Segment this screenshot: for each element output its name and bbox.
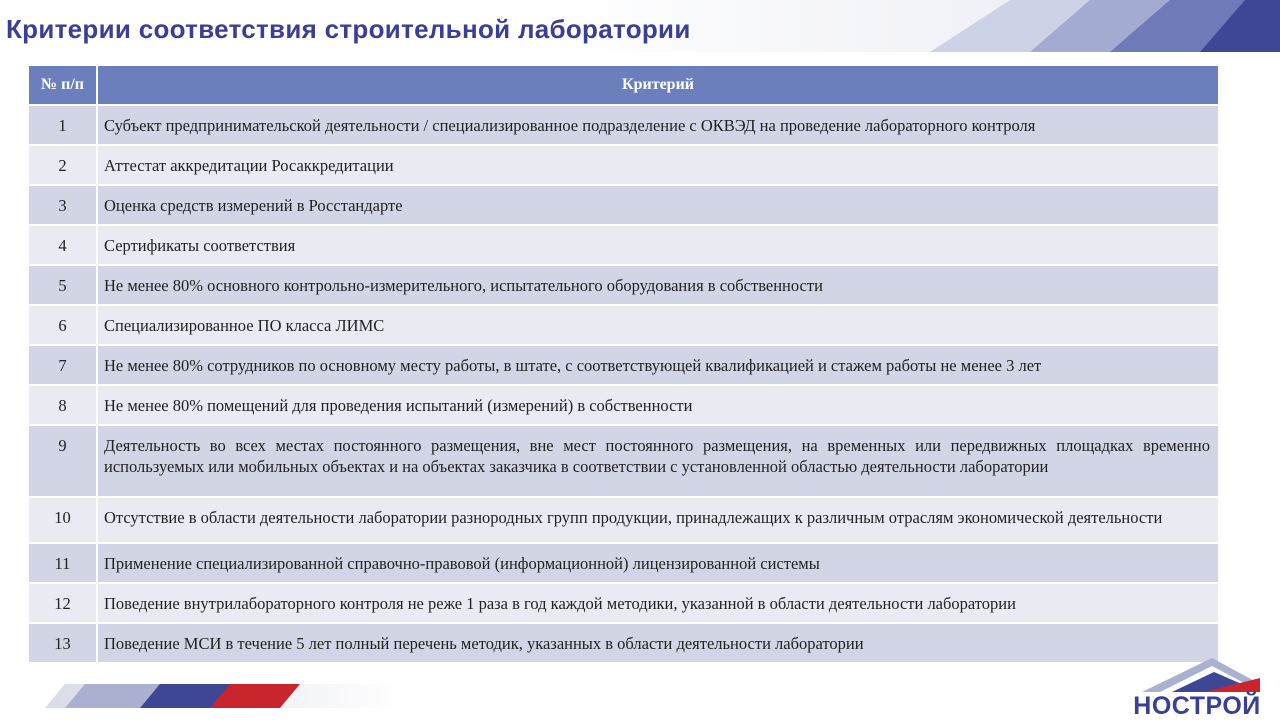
table-row bbox=[28, 385, 1219, 425]
row-number: 5 bbox=[28, 265, 97, 305]
row-number: 10 bbox=[28, 497, 97, 543]
row-criterion: Аттестат аккредитации Росаккредитации bbox=[97, 145, 1219, 185]
page-title: Критерии соответствия строительной лаборатории bbox=[6, 14, 691, 44]
header-criterion: Критерий bbox=[97, 65, 1219, 105]
logo-mark-icon bbox=[1142, 658, 1260, 692]
row-criterion: Поведение МСИ в течение 5 лет полный перечень методик, указанных в области деятельности лаборатории bbox=[97, 623, 1219, 663]
row-number: 11 bbox=[28, 543, 97, 583]
criteria-table bbox=[27, 64, 1220, 664]
table-header-row bbox=[28, 65, 1219, 105]
row-criterion: Специализированное ПО класса ЛИМС bbox=[97, 305, 1219, 345]
table-row bbox=[28, 345, 1219, 385]
table-row bbox=[28, 185, 1219, 225]
row-criterion: Не менее 80% сотрудников по основному месту работы, в штате, с соответствующей квалификацией и стажем работы не менее 3 лет bbox=[97, 345, 1219, 385]
row-number: 1 bbox=[28, 105, 97, 145]
row-criterion: Субъект предпринимательской деятельности / специализированное подразделение с ОКВЭД на проведение лабораторного контроля bbox=[97, 105, 1219, 145]
nostroy-logo bbox=[1128, 658, 1266, 718]
row-number: 6 bbox=[28, 305, 97, 345]
row-number: 3 bbox=[28, 185, 97, 225]
row-criterion: Оценка средств измерений в Росстандарте bbox=[97, 185, 1219, 225]
table-row bbox=[28, 583, 1219, 623]
table-row bbox=[28, 145, 1219, 185]
row-number: 9 bbox=[28, 425, 97, 497]
row-number: 4 bbox=[28, 225, 97, 265]
table-row bbox=[28, 305, 1219, 345]
table-row bbox=[28, 265, 1219, 305]
table-row bbox=[28, 105, 1219, 145]
row-number: 2 bbox=[28, 145, 97, 185]
row-criterion: Не менее 80% основного контрольно-измерительного, испытательного оборудования в собственности bbox=[97, 265, 1219, 305]
row-number: 13 bbox=[28, 623, 97, 663]
row-number: 7 bbox=[28, 345, 97, 385]
logo-text: НОСТРОЙ bbox=[1133, 692, 1261, 720]
row-criterion: Не менее 80% помещений для проведения испытаний (измерений) в собственности bbox=[97, 385, 1219, 425]
row-number: 8 bbox=[28, 385, 97, 425]
row-criterion: Сертификаты соответствия bbox=[97, 225, 1219, 265]
footer-decoration bbox=[45, 684, 405, 708]
table-row bbox=[28, 623, 1219, 663]
table-row bbox=[28, 543, 1219, 583]
row-criterion: Отсутствие в области деятельности лаборатории разнородных групп продукции, принадлежащих к различным отраслям экономической деятельности bbox=[97, 497, 1219, 543]
row-criterion: Применение специализированной справочно-правовой (информационной) лицензированной системы bbox=[97, 543, 1219, 583]
header-number: № п/п bbox=[28, 65, 97, 105]
row-criterion: Деятельность во всех местах постоянного размещения, вне мест постоянного размещения, на временных или передвижных площадках временно используемых или мобильных объектах и на объектах заказчика в соответствии с установленной областью деятельности лаборатории bbox=[97, 425, 1219, 497]
table-row bbox=[28, 497, 1219, 543]
row-criterion: Поведение внутрилабораторного контроля не реже 1 раза в год каждой методики, указанной в области деятельности лаборатории bbox=[97, 583, 1219, 623]
table-row bbox=[28, 425, 1219, 497]
table-row bbox=[28, 225, 1219, 265]
row-number: 12 bbox=[28, 583, 97, 623]
